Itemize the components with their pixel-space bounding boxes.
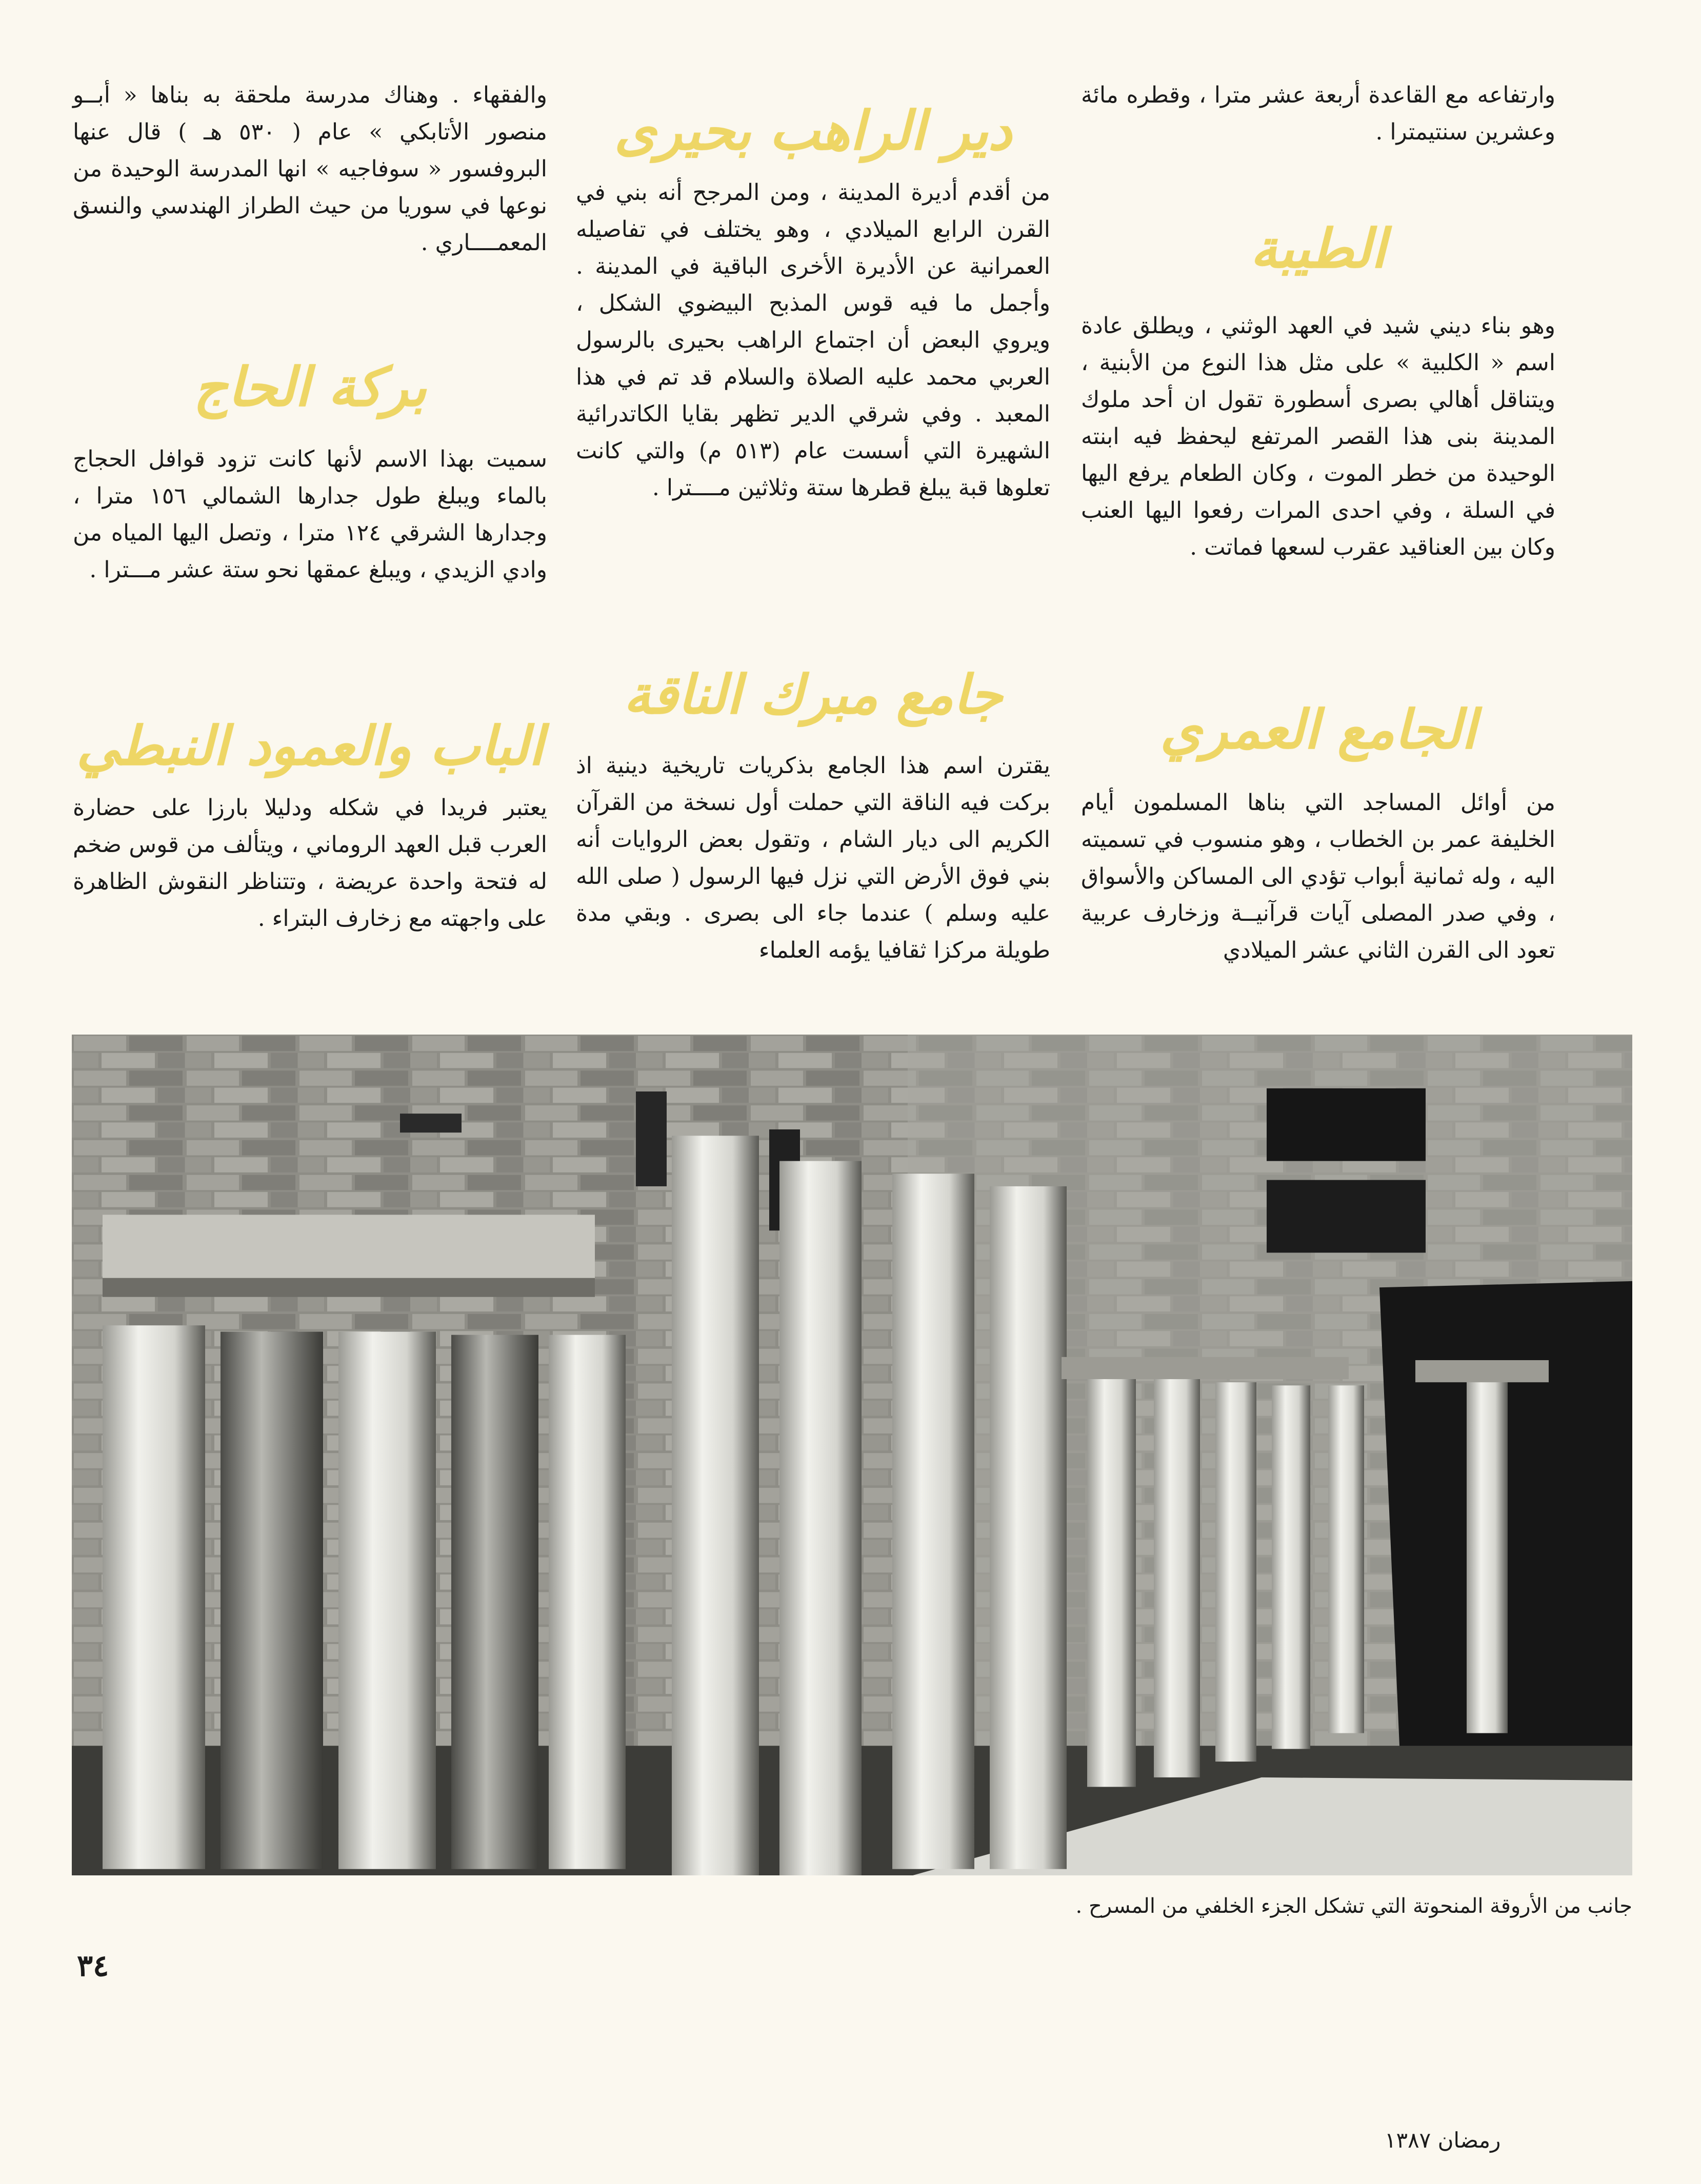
right-column-middle	[1081, 308, 1555, 566]
section-heading-mabrak: جامع مبرك الناقة	[624, 663, 1003, 726]
paragraph: سميت بهذا الاسم لأنها كانت تزود قوافل الحجاج بالماء ويبلغ طول جدارها الشمالي ١٥٦ مترا ، وجدارها الشرقي ١٢٤ مترا ، وتصل اليها المياه من وادي الزيدي ، ويبلغ عمقها نحو ستة عشر مـــترا .	[73, 446, 548, 583]
section-heading-birka: بركة الحاج	[193, 355, 427, 418]
colonnade-photo	[72, 1035, 1632, 1875]
right-column-bottom	[1081, 784, 1555, 969]
paragraph: يقترن اسم هذا الجامع بذكريات تاريخية دينية اذ بركت فيه الناقة التي حملت أول نسخة من القرآن الكريم الى ديار الشام ، وتقول بعض الروايات أنه بني فوق الأرض التي نزل فيها الرسول ( صلى الله عليه وسلم ) عندما جاء الى بصرى . وبقي مدة طويلة مركزا ثقافيا يؤمه العلماء	[576, 753, 1050, 963]
section-heading-omari: الجامع العمري	[1160, 698, 1476, 761]
footer-date: رمضان ١٣٨٧	[1385, 2128, 1501, 2153]
page-number: ٣٤	[77, 1948, 109, 1983]
paragraph: وهو بناء ديني شيد في العهد الوثني ، ويطلق عادة اسم « الكلبية » على مثل هذا النوع من الأبنية ، ويتناقل أهالي بصرى أسطورة تقول ان أحد ملوك المدينة بنى هذا القصر المرتفع ليحفظ فيه ابنته الوحيدة من خطر الموت ، وكان الطعام يرفع اليها في السلة ، وفي احدى المرات رفعوا اليها العنب وكان بين العناقيد عقرب لسعها فماتت .	[1081, 313, 1555, 560]
left-column-top	[73, 77, 547, 261]
left-column-bottom	[73, 790, 547, 937]
paragraph: من أوائل المساجد التي بناها المسلمون أيام الخليفة عمر بن الخطاب ، وهو منسوب في تسميته اليه ، وله ثمانية أبواب تؤدي الى المساكن والأسواق ، وفي صدر المصلى آيات قرآنيــة وزخارف عربية تعود الى القرن الثاني عشر الميلادي	[1081, 790, 1555, 963]
right-column-top	[1081, 77, 1555, 151]
section-heading-tiba: الطيبة	[1250, 217, 1386, 280]
section-heading-bahira: دير الراهب بحيرى	[614, 99, 1012, 162]
middle-column-bottom	[576, 747, 1050, 969]
paragraph: يعتبر فريدا في شكله ودليلا بارزا على حضارة العرب قبل العهد الروماني ، ويتألف من قوس ضخم له فتحة واحدة عريضة ، وتتناظر النقوش الظاهرة على واجهته مع زخارف البتراء .	[73, 795, 547, 932]
section-heading-bab: الباب والعمود النبطي	[76, 714, 544, 777]
paragraph: من أقدم أديرة المدينة ، ومن المرجح أنه بني في القرن الرابع الميلادي ، وهو يختلف في تفاصيله العمرانية عن الأديرة الأخرى الباقية في المدينة . وأجمل ما فيه قوس المذبح البيضوي الشكل ، ويروي البعض أن اجتماع الراهب بحيرى بالرسول العربي محمد عليه الصلاة والسلام قد تم في هذا المعبد . وفي شرقي الدير تظهر بقايا الكاتدرائية الشهيرة التي أسست عام (٥١٣ م) والتي كانت تعلوها قبة يبلغ قطرها ستة وثلاثين مــــترا .	[576, 179, 1050, 501]
left-column-middle	[73, 441, 547, 589]
paragraph: والفقهاء . وهناك مدرسة ملحقة به بناها « أبــو منصور الأتابكي » عام ( ٥٣٠ هـ ) قال عنها البروفسور « سوفاجيه » انها المدرسة الوحيدة من نوعها في سوريا من حيث الطراز الهندسي والنسق المعمــــاري .	[73, 82, 547, 256]
paragraph: وارتفاعه مع القاعدة أربعة عشر مترا ، وقطره مائة وعشرين سنتيمترا .	[1081, 82, 1555, 145]
colonnade-illustration	[72, 1035, 1632, 1875]
middle-column-top	[576, 174, 1050, 507]
photo-caption: جانب من الأروقة المنحوتة التي تشكل الجزء الخلفي من المسرح .	[1075, 1894, 1632, 1918]
